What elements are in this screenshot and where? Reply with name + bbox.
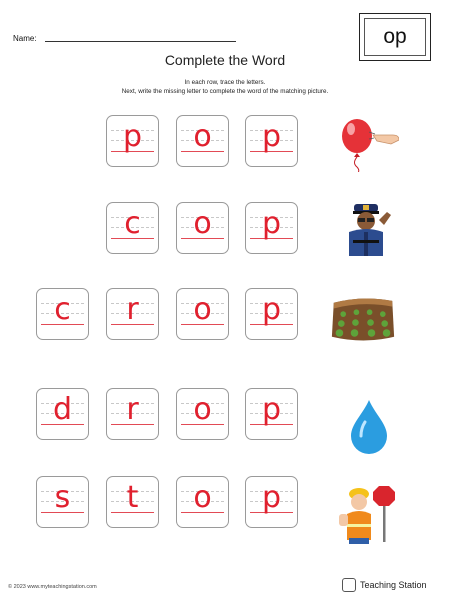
letter-tile[interactable] bbox=[245, 202, 298, 254]
word-family-label: op bbox=[364, 18, 426, 56]
letter-tile[interactable] bbox=[245, 388, 298, 440]
water-drop-picture bbox=[336, 396, 402, 456]
letter-tile[interactable] bbox=[245, 115, 298, 167]
police-officer-picture bbox=[333, 200, 399, 260]
trace-letter: p bbox=[122, 119, 143, 154]
letter-tile[interactable] bbox=[106, 115, 159, 167]
letter-tile[interactable] bbox=[176, 476, 229, 528]
teaching-station-icon bbox=[342, 578, 356, 592]
letter-tile[interactable] bbox=[106, 388, 159, 440]
crop-field-picture bbox=[330, 286, 396, 346]
trace-letter: c bbox=[124, 206, 141, 241]
teaching-station-logo bbox=[342, 578, 427, 592]
letter-tile[interactable] bbox=[36, 476, 89, 528]
instruction-line-2: Next, write the missing letter to complete the word of the matching picture. bbox=[121, 88, 329, 95]
trace-letter: t bbox=[126, 480, 139, 515]
trace-letter: p bbox=[261, 206, 282, 241]
instruction-line-1: In each row, trace the letters. bbox=[184, 79, 266, 86]
trace-letter: d bbox=[52, 392, 73, 427]
trace-letter: r bbox=[126, 392, 139, 427]
letter-tile[interactable] bbox=[106, 202, 159, 254]
name-label: Name: bbox=[13, 34, 37, 43]
trace-letter: c bbox=[54, 292, 71, 327]
name-line[interactable] bbox=[45, 41, 236, 42]
trace-letter: o bbox=[193, 119, 212, 154]
trace-letter: p bbox=[261, 480, 282, 515]
trace-letter: o bbox=[193, 480, 212, 515]
trace-letter: r bbox=[126, 292, 139, 327]
trace-letter: p bbox=[261, 119, 282, 154]
letter-tile[interactable] bbox=[106, 288, 159, 340]
page-title: Complete the Word bbox=[164, 52, 286, 68]
letter-tile[interactable] bbox=[36, 288, 89, 340]
letter-tile[interactable] bbox=[106, 476, 159, 528]
trace-letter: s bbox=[54, 480, 71, 515]
letter-tile[interactable] bbox=[36, 388, 89, 440]
stop-sign-worker-picture bbox=[335, 484, 401, 544]
letter-tile[interactable] bbox=[245, 476, 298, 528]
letter-tile[interactable] bbox=[245, 288, 298, 340]
trace-letter: p bbox=[261, 292, 282, 327]
copyright: © 2023 www.myteachingstation.com bbox=[8, 584, 97, 590]
letter-tile[interactable] bbox=[176, 115, 229, 167]
letter-tile[interactable] bbox=[176, 202, 229, 254]
letter-tile[interactable] bbox=[176, 388, 229, 440]
instructions bbox=[0, 78, 450, 96]
trace-letter: o bbox=[193, 206, 212, 241]
trace-letter: p bbox=[261, 392, 282, 427]
balloon-pop-picture bbox=[333, 112, 399, 172]
trace-letter: o bbox=[193, 392, 212, 427]
letter-tile[interactable] bbox=[176, 288, 229, 340]
brand-name: Teaching Station bbox=[360, 580, 427, 590]
trace-letter: o bbox=[193, 292, 212, 327]
